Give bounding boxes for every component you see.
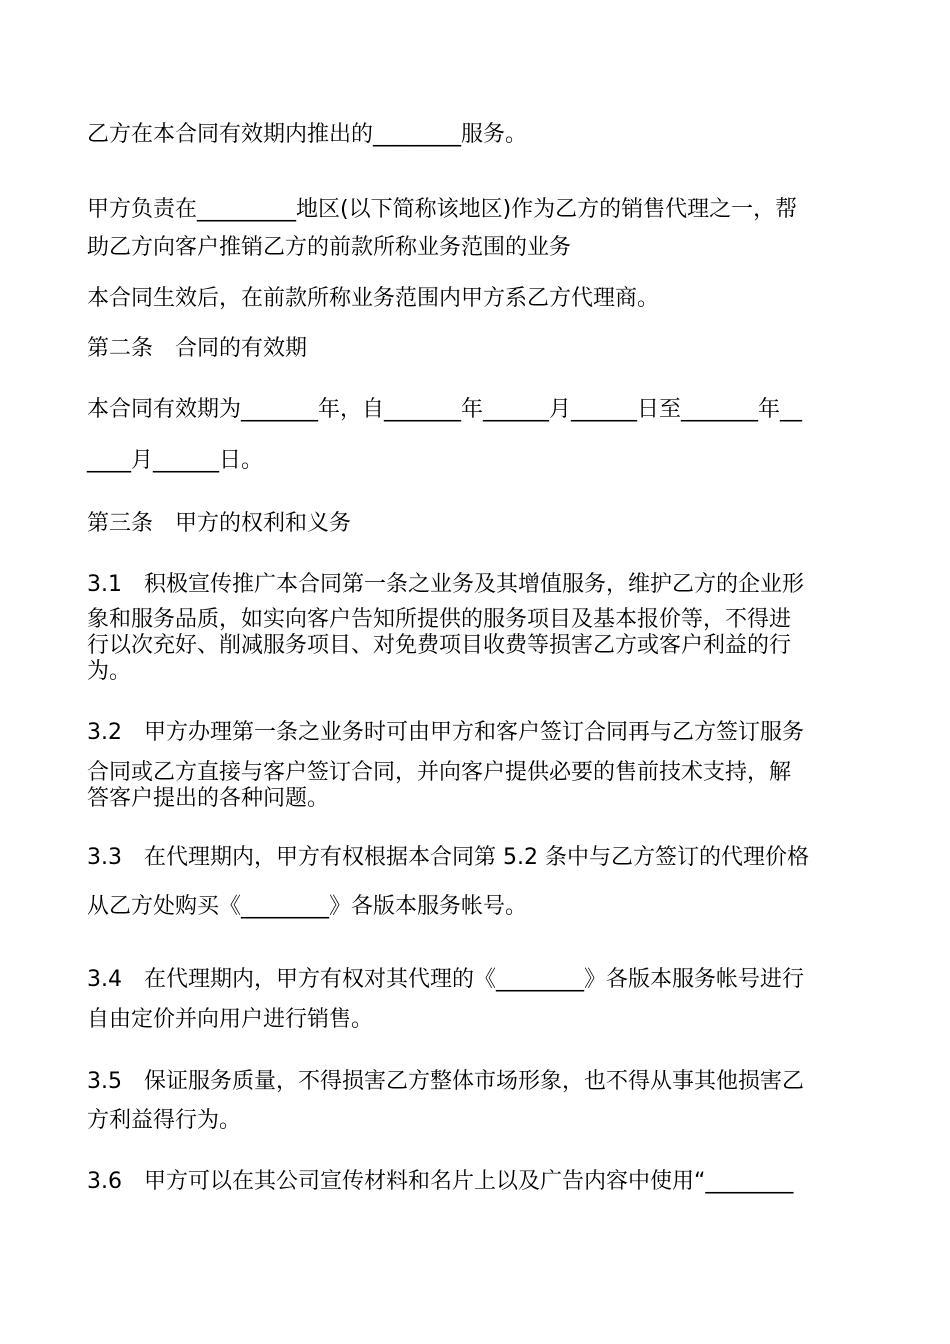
text-line: 本合同生效后，在前款所称业务范围内甲方系乙方代理商。 — [87, 286, 660, 311]
text-line: ____月______日。 — [87, 448, 264, 473]
clause-line: 3.3 在代理期内，甲方有权根据本合同第 5.2 条中与乙方签订的代理价格 — [87, 845, 809, 870]
clause-line: 自由定价并向用户进行销售。 — [87, 1007, 374, 1032]
clause-line: 从乙方处购买《________》各版本服务帐号。 — [87, 894, 528, 919]
clause-line: 象和服务品质，如实向客户告知所提供的服务项目及基本报价等，不得进 — [87, 607, 792, 632]
clause-line: 行以次充好、削减服务项目、对免费项目收费等损害乙方或客户利益的行 — [87, 633, 792, 658]
text-line: 本合同有效期为_______年，自_______年______月______日至_______年__ — [87, 397, 803, 422]
clause-line: 方利益得行为。 — [87, 1108, 242, 1133]
section-heading: 第三条 甲方的权利和义务 — [87, 511, 352, 536]
text-line: 助乙方向客户推销乙方的前款所称业务范围的业务 — [87, 235, 572, 260]
clause-line: 为。 — [87, 659, 132, 684]
clause-line: 答客户提出的各种问题。 — [87, 786, 330, 811]
clause-line: 3.2 甲方办理第一条之业务时可由甲方和客户签订合同再与乙方签订服务 — [87, 720, 804, 745]
clause-line: 3.6 甲方可以在其公司宣传材料和名片上以及广告内容中使用“________ — [87, 1169, 794, 1194]
clause-line: 3.1 积极宣传推广本合同第一条之业务及其增值服务，维护乙方的企业形 — [87, 572, 804, 597]
clause-line: 3.4 在代理期内，甲方有权对其代理的《________》各版本服务帐号进行 — [87, 967, 804, 992]
clause-line: 合同或乙方直接与客户签订合同，并向客户提供必要的售前技术支持，解 — [87, 760, 792, 785]
text-line: 乙方在本合同有效期内推出的________服务。 — [87, 122, 528, 147]
text-line: 甲方负责在_________地区(以下简称该地区)作为乙方的销售代理之一，帮 — [87, 197, 798, 222]
clause-line: 3.5 保证服务质量，不得损害乙方整体市场形象，也不得从事其他损害乙 — [87, 1069, 804, 1094]
section-heading: 第二条 合同的有效期 — [87, 336, 308, 361]
